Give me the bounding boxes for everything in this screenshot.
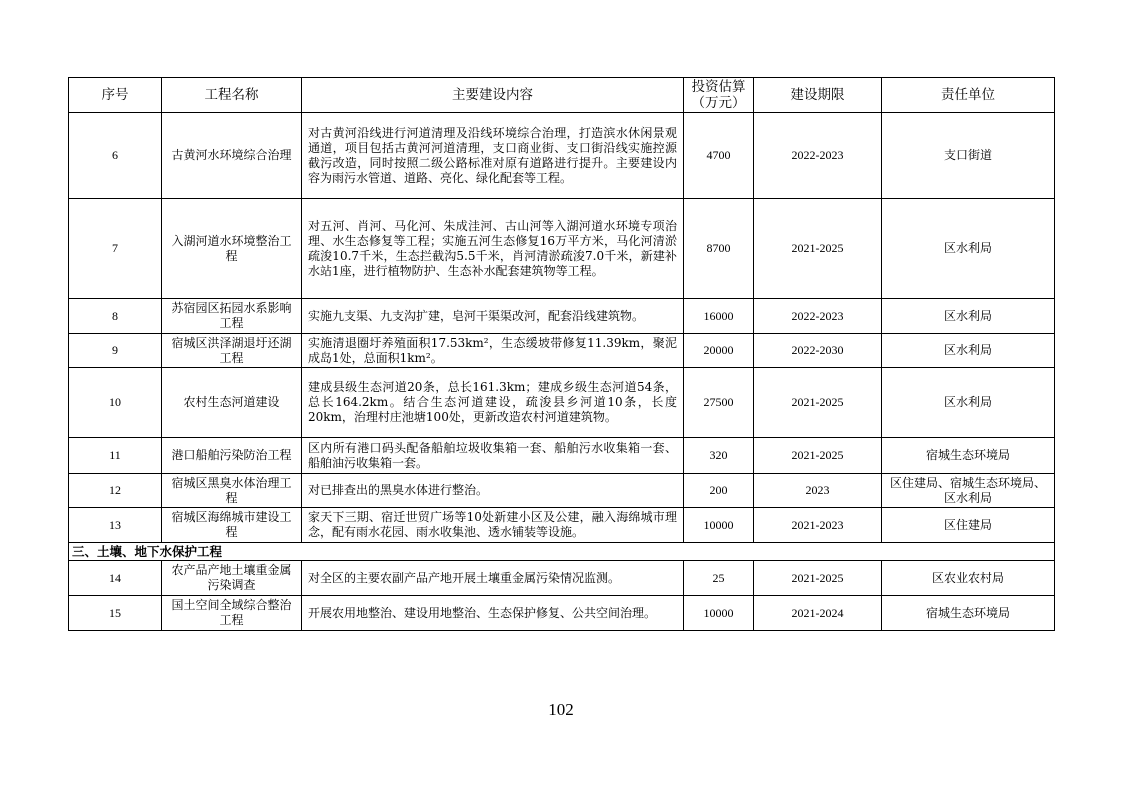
row-index: 10	[69, 368, 162, 438]
section-row	[69, 543, 1055, 561]
row-investment: 320	[684, 438, 754, 474]
row-content: 实施九支渠、九支沟扩建，皂河干渠渠改河，配套沿线建筑物。	[302, 299, 684, 334]
section-title: 三、土壤、地下水保护工程	[69, 543, 1055, 561]
row-unit: 区水利局	[882, 368, 1055, 438]
row-period: 2021-2025	[754, 561, 882, 596]
row-period: 2022-2030	[754, 334, 882, 368]
row-index: 8	[69, 299, 162, 334]
row-unit: 区水利局	[882, 199, 1055, 299]
row-investment: 10000	[684, 508, 754, 543]
row-name: 古黄河水环境综合治理	[162, 113, 302, 199]
row-unit: 区住建局	[882, 508, 1055, 543]
table-row	[69, 334, 1055, 368]
row-investment: 25	[684, 561, 754, 596]
row-content: 实施清退圈圩养殖面积17.53km²，生态缓坡带修复11.39km，聚泥成岛1处，总面积1km²。	[302, 334, 684, 368]
row-index: 7	[69, 199, 162, 299]
row-period: 2023	[754, 474, 882, 508]
row-content: 对全区的主要农副产品产地开展土壤重金属污染情况监测。	[302, 561, 684, 596]
row-name: 苏宿园区拓园水系影响工程	[162, 299, 302, 334]
row-investment: 200	[684, 474, 754, 508]
row-period: 2021-2025	[754, 438, 882, 474]
row-content: 对五河、肖河、马化河、朱成洼河、古山河等入湖河道水环境专项治理、水生态修复等工程；实施五河生态修复16万平方米，马化河清淤疏浚10.7千米，生态拦截沟5.5千米，肖河清淤疏浚7.0千米，新建补水站1座，进行植物防护、生态补水配套建筑物等工程。	[302, 199, 684, 299]
row-period: 2021-2025	[754, 199, 882, 299]
row-unit: 区住建局、宿城生态环境局、区水利局	[882, 474, 1055, 508]
row-period: 2021-2024	[754, 596, 882, 631]
header-unit: 责任单位	[882, 78, 1055, 113]
row-content: 家天下三期、宿迁世贸广场等10处新建小区及公建，融入海绵城市理念，配有雨水花园、雨水收集池、透水铺装等设施。	[302, 508, 684, 543]
table-row	[69, 438, 1055, 474]
row-name: 农村生态河道建设	[162, 368, 302, 438]
table-row	[69, 299, 1055, 334]
header-name: 工程名称	[162, 78, 302, 113]
row-unit: 宿城生态环境局	[882, 438, 1055, 474]
row-unit: 区农业农村局	[882, 561, 1055, 596]
table-row	[69, 596, 1055, 631]
row-investment: 27500	[684, 368, 754, 438]
row-period: 2021-2023	[754, 508, 882, 543]
table-row	[69, 474, 1055, 508]
row-investment: 20000	[684, 334, 754, 368]
row-content: 对古黄河沿线进行河道清理及沿线环境综合治理，打造滨水休闲景观通道，项目包括古黄河河道清理，支口商业街、支口街沿线实施控源截污改造，同时按照二级公路标准对原有道路进行提升。主要建设内容为雨污水管道、道路、亮化、绿化配套等工程。	[302, 113, 684, 199]
row-unit: 宿城生态环境局	[882, 596, 1055, 631]
project-table	[68, 77, 1055, 631]
row-index: 13	[69, 508, 162, 543]
table-row	[69, 368, 1055, 438]
row-content: 建成县级生态河道20条，总长161.3km；建成乡级生态河道54条，总长164.2km。结合生态河道建设，疏浚县乡河道10条，长度20km，治理村庄池塘100处，更新改造农村河道建筑物。	[302, 368, 684, 438]
row-index: 14	[69, 561, 162, 596]
row-name: 国土空间全域综合整治工程	[162, 596, 302, 631]
header-row	[69, 78, 1055, 113]
row-name: 宿城区海绵城市建设工程	[162, 508, 302, 543]
row-period: 2022-2023	[754, 113, 882, 199]
row-investment: 10000	[684, 596, 754, 631]
row-index: 12	[69, 474, 162, 508]
row-unit: 区水利局	[882, 334, 1055, 368]
row-index: 11	[69, 438, 162, 474]
row-content: 开展农用地整治、建设用地整治、生态保护修复、公共空间治理。	[302, 596, 684, 631]
header-content: 主要建设内容	[302, 78, 684, 113]
row-period: 2021-2025	[754, 368, 882, 438]
row-index: 9	[69, 334, 162, 368]
table-row	[69, 113, 1055, 199]
row-name: 入湖河道水环境整治工程	[162, 199, 302, 299]
row-unit: 支口街道	[882, 113, 1055, 199]
row-unit: 区水利局	[882, 299, 1055, 334]
header-investment: 投资估算（万元）	[684, 78, 754, 113]
table-row	[69, 561, 1055, 596]
row-investment: 16000	[684, 299, 754, 334]
header-index: 序号	[69, 78, 162, 113]
table-row	[69, 508, 1055, 543]
row-index: 6	[69, 113, 162, 199]
row-content: 区内所有港口码头配备船舶垃圾收集箱一套、船舶污水收集箱一套、船舶油污收集箱一套。	[302, 438, 684, 474]
row-investment: 4700	[684, 113, 754, 199]
row-investment: 8700	[684, 199, 754, 299]
row-name: 农产品产地土壤重金属污染调查	[162, 561, 302, 596]
row-name: 宿城区黑臭水体治理工程	[162, 474, 302, 508]
row-period: 2022-2023	[754, 299, 882, 334]
row-content: 对已排查出的黑臭水体进行整治。	[302, 474, 684, 508]
row-index: 15	[69, 596, 162, 631]
header-period: 建设期限	[754, 78, 882, 113]
table-row	[69, 199, 1055, 299]
row-name: 港口船舶污染防治工程	[162, 438, 302, 474]
row-name: 宿城区洪泽湖退圩还湖工程	[162, 334, 302, 368]
page-number: 102	[548, 700, 574, 719]
